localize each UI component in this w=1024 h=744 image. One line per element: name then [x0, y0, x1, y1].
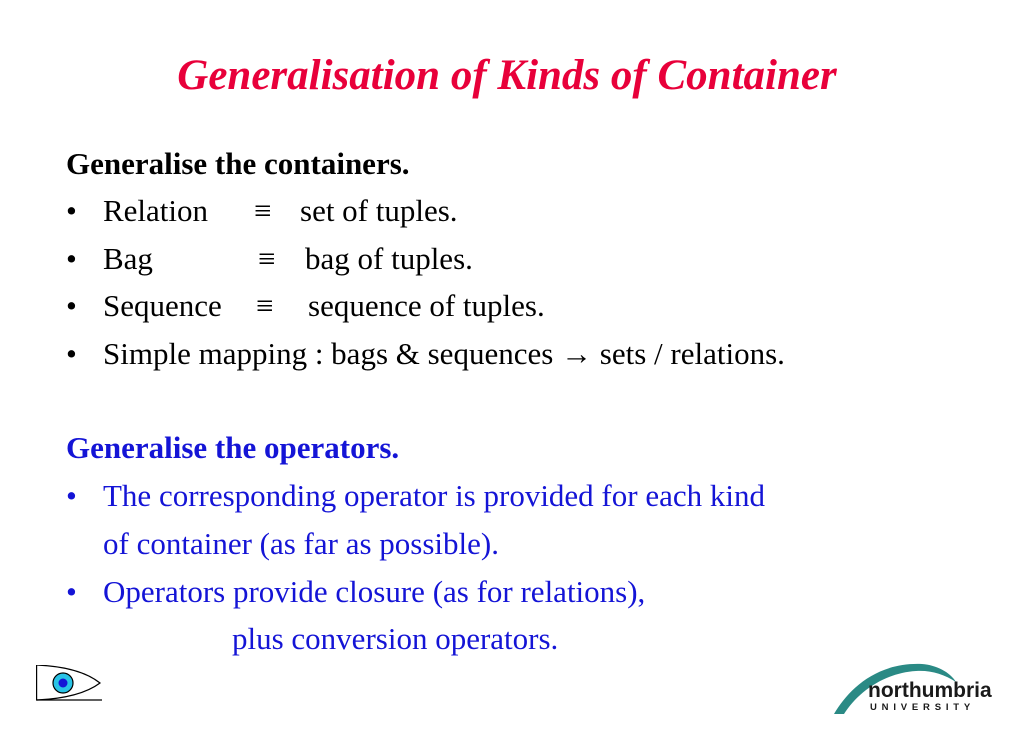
term-sequence: Sequence [103, 288, 222, 323]
bullet: • [66, 193, 77, 228]
mapping-text: Simple mapping : bags & sequences → sets / relations. [103, 336, 785, 371]
eye-icon[interactable] [36, 665, 102, 701]
bullet: • [66, 288, 77, 323]
item-line: plus conversion operators. [232, 621, 559, 656]
equivalence-symbol: ≡ [256, 288, 274, 323]
list-item-corresponding-operator [66, 476, 996, 564]
list-item-relation [66, 191, 766, 231]
bullet: • [66, 478, 77, 513]
section2-heading: Generalise the operators. [66, 430, 400, 465]
item-line: of container (as far as possible). [103, 526, 499, 561]
northumbria-logo [832, 660, 992, 716]
term-relation: Relation [103, 193, 209, 228]
section1-heading: Generalise the containers. [66, 146, 410, 181]
list-item-closure [66, 572, 996, 660]
item-line: The corresponding operator is provided for each kind [103, 478, 765, 513]
definition-relation: set of tuples. [300, 193, 458, 228]
definition-bag: bag of tuples. [305, 241, 473, 276]
eye-icon-graphic [36, 665, 102, 701]
equivalence-symbol: ≡ [254, 193, 272, 228]
equivalence-symbol: ≡ [258, 241, 276, 276]
definition-sequence: sequence of tuples. [308, 288, 545, 323]
list-item-sequence [66, 286, 766, 326]
bullet: • [66, 241, 77, 276]
item-line: Operators provide closure (as for relations), [103, 574, 646, 609]
list-item-mapping [66, 334, 996, 374]
bullet: • [66, 574, 77, 609]
list-item-bag [66, 239, 766, 279]
bullet: • [66, 336, 77, 371]
term-bag: Bag [103, 241, 153, 276]
logo-subtitle: UNIVERSITY [870, 702, 976, 713]
slide-title: Generalisation of Kinds of Container [177, 52, 837, 99]
logo-name: northumbria [868, 679, 992, 702]
